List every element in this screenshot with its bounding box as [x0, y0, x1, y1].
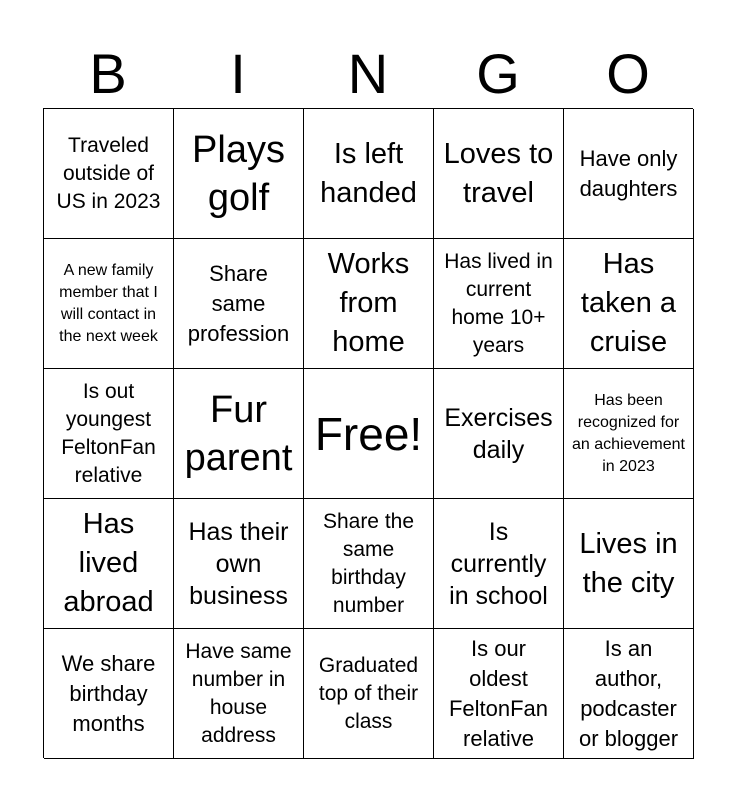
bingo-cell[interactable]	[174, 239, 304, 369]
bingo-cell[interactable]	[44, 109, 174, 239]
cell-text: Is an author, podcaster or blogger	[578, 635, 679, 751]
bingo-cell[interactable]	[44, 369, 174, 499]
cell-text: Have same number in house address	[185, 639, 292, 747]
header-letter-i: I	[230, 42, 246, 105]
bingo-cell[interactable]	[434, 499, 564, 629]
cell-text: Works from home	[327, 248, 410, 358]
bingo-cell[interactable]	[174, 109, 304, 239]
cell-text: Is left handed	[320, 137, 417, 209]
bingo-cell[interactable]	[174, 629, 304, 759]
cell-text: Has their own business	[188, 517, 289, 610]
bingo-cell[interactable]	[434, 369, 564, 499]
header-letter-n: N	[347, 42, 389, 105]
free-space-cell[interactable]	[304, 369, 434, 499]
cell-text: Has lived abroad	[63, 508, 154, 618]
cell-text: Has taken a cruise	[580, 248, 677, 358]
bingo-card	[43, 108, 693, 758]
cell-text: Has lived in current home 10+ years	[444, 249, 553, 357]
bingo-cell[interactable]	[304, 629, 434, 759]
header-letter-b: B	[89, 42, 127, 105]
bingo-cell[interactable]	[434, 239, 564, 369]
bingo-cell[interactable]	[564, 369, 694, 499]
cell-text: Exercises daily	[444, 403, 553, 464]
bingo-cell[interactable]	[44, 239, 174, 369]
cell-text: Traveled outside of US in 2023	[56, 133, 161, 213]
bingo-cell[interactable]	[564, 109, 694, 239]
free-space-text: Free!	[314, 407, 423, 460]
bingo-cell[interactable]	[44, 629, 174, 759]
header-letter-g: G	[476, 42, 520, 105]
bingo-cell[interactable]	[434, 629, 564, 759]
bingo-cell[interactable]	[174, 369, 304, 499]
cell-text: Lives in the city	[579, 527, 678, 599]
header-letter-o: O	[606, 42, 650, 105]
cell-text: A new family member that I will contact in the next week	[59, 261, 158, 345]
bingo-cell[interactable]	[564, 629, 694, 759]
bingo-cell[interactable]	[434, 109, 564, 239]
cell-text: Is currently in school	[449, 517, 548, 610]
bingo-cell[interactable]	[304, 109, 434, 239]
cell-text: Share the same birthday number	[322, 509, 415, 617]
bingo-cell[interactable]	[304, 239, 434, 369]
cell-text: Is out youngest FeltonFan relative	[61, 379, 156, 487]
cell-text: Plays golf	[192, 128, 285, 219]
bingo-header	[43, 40, 693, 108]
bingo-cell[interactable]	[174, 499, 304, 629]
cell-text: Fur parent	[184, 388, 293, 479]
bingo-cell[interactable]	[304, 499, 434, 629]
cell-text: Has been recognized for an achievement in 2023	[572, 391, 685, 475]
bingo-cell[interactable]	[564, 239, 694, 369]
cell-text: Have only daughters	[579, 145, 678, 201]
cell-text: We share birthday months	[61, 650, 156, 736]
cell-text: Loves to travel	[443, 137, 554, 209]
cell-text: Share same profession	[187, 260, 290, 346]
cell-text: Graduated top of their class	[318, 653, 419, 733]
bingo-cell[interactable]	[564, 499, 694, 629]
bingo-cell[interactable]	[44, 499, 174, 629]
cell-text: Is our oldest FeltonFan relative	[448, 635, 549, 751]
